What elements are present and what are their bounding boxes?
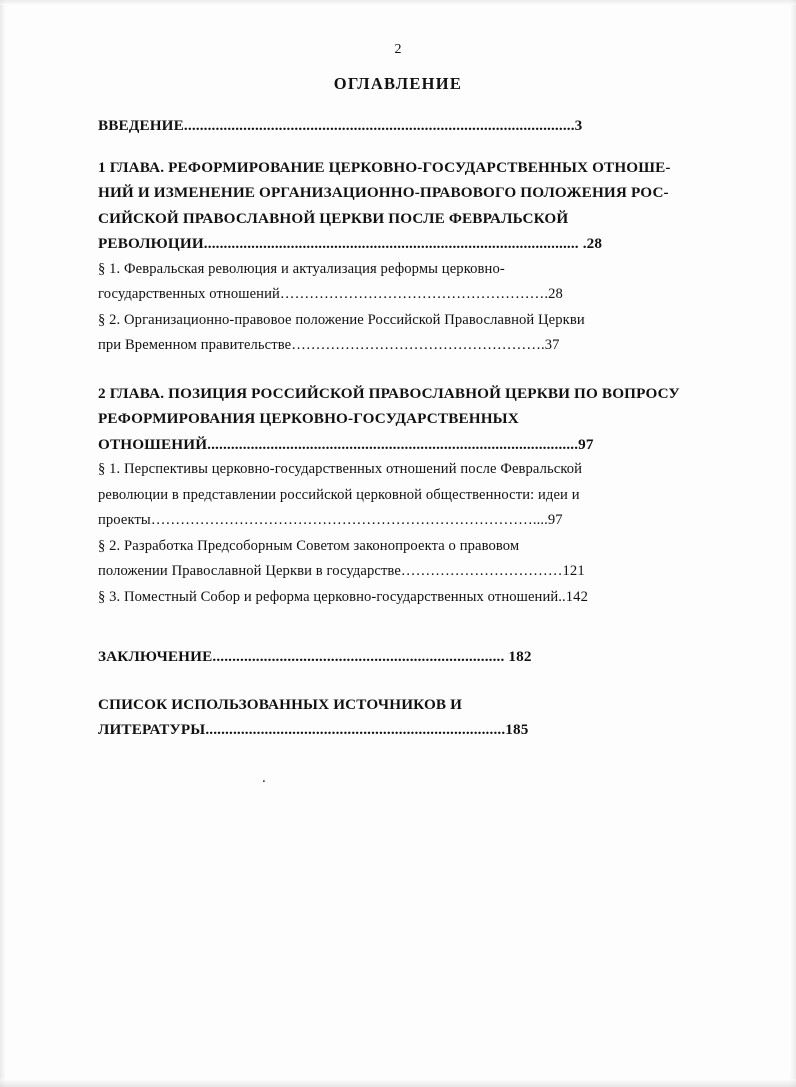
spacer (98, 359, 724, 381)
toc-line: государственных отношений……………………………………………….28 (98, 286, 563, 302)
toc-line: ЛИТЕРАТУРЫ............................................................................185 (98, 721, 529, 738)
stray-mark: . (262, 770, 266, 786)
page-number: 2 (394, 42, 402, 57)
toc-line: § 1. Перспективы церковно-государственных отношений после Февральской (98, 461, 583, 477)
spacer (98, 670, 724, 692)
toc-entry-chapter-2[interactable] (98, 381, 724, 458)
toc-entry-chapter-2-section-3[interactable] (98, 585, 724, 611)
toc-line: § 1. Февральская революция и актуализация реформы церковно- (98, 260, 505, 277)
toc-line: революции в представлении российской церковной общественности: идеи и (98, 486, 580, 503)
table-of-contents (98, 113, 724, 743)
toc-line: положении Православной Церкви в государстве……………………………121 (98, 563, 585, 579)
toc-entry-bibliography[interactable] (98, 692, 724, 743)
page-edge-shadow-right (790, 0, 796, 1087)
spacer (98, 610, 724, 644)
toc-line: проекты……………………………………………………………………....97 (98, 512, 563, 528)
toc-entry-chapter-1-section-2[interactable] (98, 308, 724, 359)
toc-line: § 2. Организационно-правовое положение Российской Православной Церкви (98, 311, 585, 328)
page-edge-shadow-left (0, 0, 6, 1087)
toc-line: при Временном правительстве…………………………………………….37 (98, 337, 560, 353)
toc-line: 1 ГЛАВА. РЕФОРМИРОВАНИЕ ЦЕРКОВНО-ГОСУДАРСТВЕННЫХ ОТНОШЕ- (98, 158, 671, 176)
toc-entry-conclusion[interactable] (98, 644, 724, 670)
toc-line: ОТНОШЕНИЙ..............................................................................................97 (98, 435, 594, 453)
spacer (98, 139, 724, 155)
toc-line: § 2. Разработка Предсоборным Советом законопроекта о правовом (98, 537, 520, 554)
toc-entry-introduction[interactable] (98, 113, 724, 139)
toc-line: НИЙ И ИЗМЕНЕНИЕ ОРГАНИЗАЦИОННО-ПРАВОВОГО ПОЛОЖЕНИЯ РОС- (98, 184, 669, 201)
page-title: ОГЛАВЛЕНИЕ (333, 74, 463, 93)
toc-line: 2 ГЛАВА. ПОЗИЦИЯ РОССИЙСКОЙ ПРАВОСЛАВНОЙ ЦЕРКВИ ПО ВОПРОСУ (98, 384, 680, 402)
toc-entry-chapter-2-section-2[interactable] (98, 534, 724, 585)
toc-line: РЕВОЛЮЦИИ............................................................................................... .28 (98, 235, 603, 252)
toc-line: СПИСОК ИСПОЛЬЗОВАННЫХ ИСТОЧНИКОВ И (98, 695, 463, 713)
toc-entry-chapter-2-section-1[interactable] (98, 457, 724, 534)
page-edge-shadow-bottom (0, 1079, 796, 1087)
page-edge-shadow-top (0, 0, 796, 5)
toc-line: ЗАКЛЮЧЕНИЕ.......................................................................... 182 (98, 648, 532, 665)
toc-line: РЕФОРМИРОВАНИЯ ЦЕРКОВНО-ГОСУДАРСТВЕННЫХ (98, 410, 519, 427)
toc-line: ВВЕДЕНИЕ...................................................................................................3 (98, 117, 583, 134)
toc-entry-chapter-1-section-1[interactable] (98, 257, 724, 308)
toc-line: § 3. Поместный Собор и реформа церковно-государственных отношений..142 (98, 588, 588, 605)
toc-line: СИЙСКОЙ ПРАВОСЛАВНОЙ ЦЕРКВИ ПОСЛЕ ФЕВРАЛЬСКОЙ (98, 209, 569, 227)
toc-entry-chapter-1[interactable] (98, 155, 724, 257)
